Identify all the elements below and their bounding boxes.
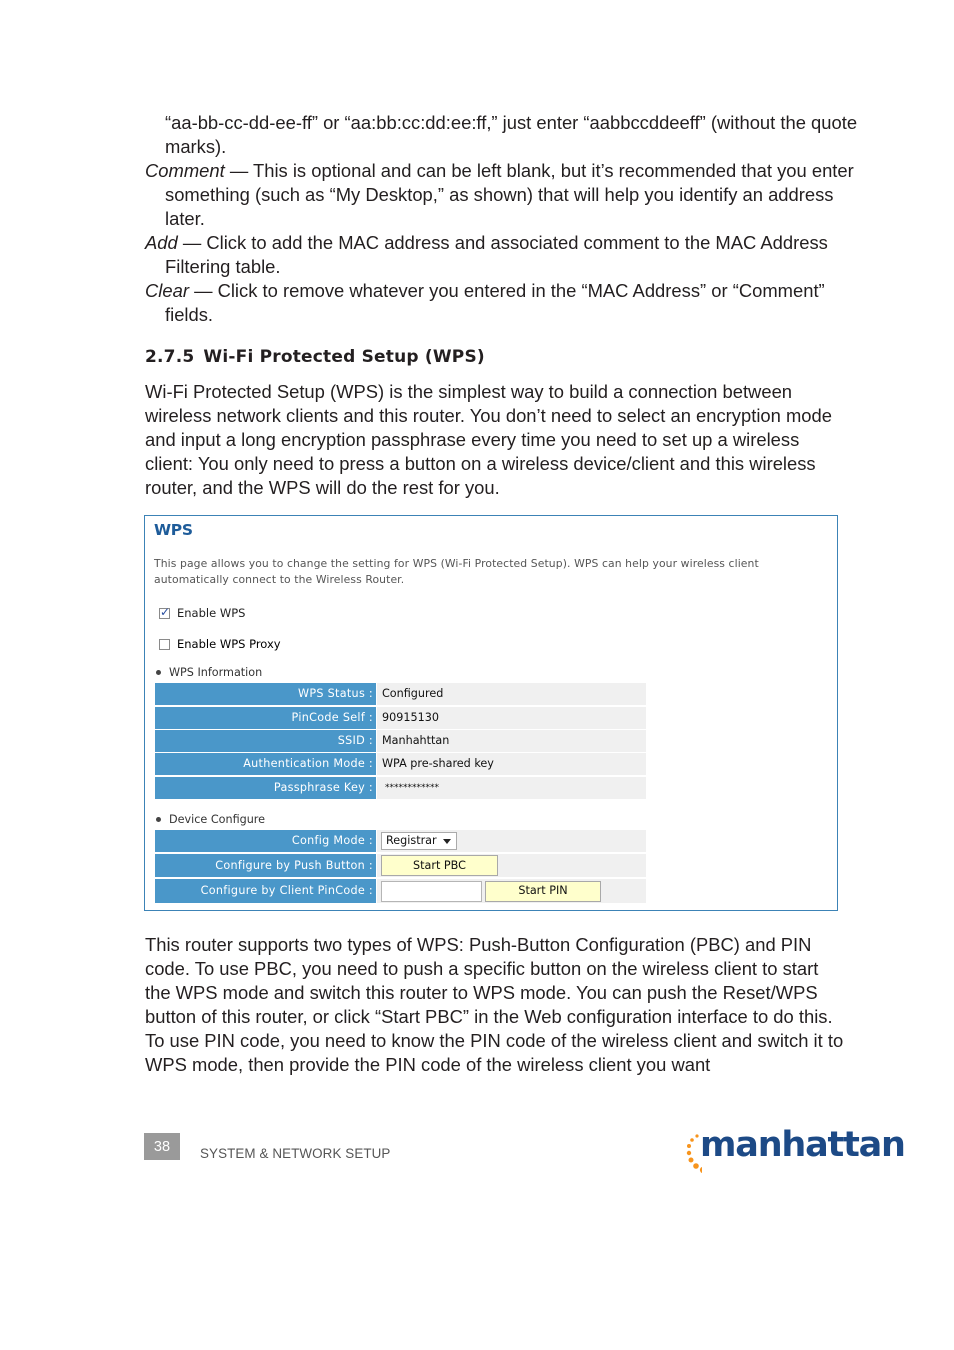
add-term: Add (145, 232, 178, 253)
footer-section-label: SYSTEM & NETWORK SETUP (200, 1146, 391, 1161)
pincode-self-label: PinCode Self : (155, 707, 376, 729)
authentication-mode-value: WPA pre-shared key (377, 753, 646, 775)
ssid-label: SSID : (155, 730, 376, 752)
enable-wps-row (159, 605, 245, 621)
client-pincode-label: Configure by Client PinCode : (155, 879, 376, 903)
section-number: 2.7.5 (145, 347, 195, 367)
passphrase-key-value: ************ (377, 777, 646, 799)
wps-status-row (155, 683, 646, 705)
wps-status-value: Configured (377, 683, 646, 705)
push-button-row (155, 854, 646, 877)
enable-wps-label: Enable WPS (177, 606, 246, 620)
enable-wps-proxy-label: Enable WPS Proxy (177, 637, 281, 651)
mac-example-text: “aa-bb-cc-dd-ee-ff” or “aa:bb:cc:dd:ee:ff,” just enter “aabbccddeeff” (without the quote marks). (165, 112, 858, 157)
wps-information-heading (156, 666, 262, 679)
section-body: This router supports two types of WPS: Push-Button Configuration (PBC) and PIN code. To use PBC, you need to push a specific button on the wireless client to start the WPS mode and switch this router to WPS mode. You can push the Reset/WPS button of this router, or click “Start PBC” in the Web configuration interface to do this. To use PIN code, you need to know the PIN code of the wireless client and switch it to WPS mode, then provide the PIN code of the wireless client you want (145, 934, 844, 1075)
section-heading (145, 345, 485, 369)
client-pincode-cell (377, 879, 646, 903)
add-text: — Click to add the MAC address and associated comment to the MAC Address Filtering table. (165, 232, 828, 277)
passphrase-key-row (155, 777, 646, 799)
config-mode-cell (377, 830, 646, 852)
comment-term: Comment (145, 160, 225, 181)
clear-description (145, 279, 865, 327)
config-mode-row (155, 830, 646, 852)
device-configure-label: Device Configure (169, 813, 266, 826)
panel-title: WPS (154, 521, 193, 539)
wps-information-label: WPS Information (169, 666, 263, 679)
comment-description (145, 159, 865, 231)
wps-settings-panel (144, 515, 838, 911)
ssid-row (155, 730, 646, 752)
config-mode-label: Config Mode : (155, 830, 376, 852)
pincode-self-value: 90915130 (377, 707, 646, 729)
add-description (145, 231, 865, 279)
authentication-mode-label: Authentication Mode : (155, 753, 376, 775)
enable-wps-checkbox[interactable] (159, 608, 170, 619)
section-intro: Wi-Fi Protected Setup (WPS) is the simplest way to build a connection between wireless network clients and this router. You don’t need to select an encryption mode and input a long encryption passphrase every time you need to set up a wireless client: You only need to press a button on a wireless device/client and this wireless router, and the WPS will do the rest for you. (145, 381, 832, 498)
config-mode-select[interactable] (381, 832, 457, 850)
client-pincode-row (155, 879, 646, 903)
wps-status-label: WPS Status : (155, 683, 376, 705)
manhattan-logo (686, 1125, 905, 1176)
enable-wps-proxy-checkbox[interactable] (159, 639, 170, 650)
section-title: Wi-Fi Protected Setup (WPS) (203, 347, 485, 367)
config-mode-value: Registrar (386, 834, 437, 847)
clear-text: — Click to remove whatever you entered in the “MAC Address” or “Comment” fields. (165, 280, 825, 325)
push-button-label: Configure by Push Button : (155, 854, 376, 877)
start-pbc-button[interactable]: Start PBC (381, 855, 498, 876)
start-pin-button[interactable]: Start PIN (485, 881, 601, 902)
ssid-value: Manhahttan (377, 730, 646, 752)
clear-term: Clear (145, 280, 189, 301)
client-pincode-input[interactable] (381, 881, 482, 902)
passphrase-key-label: Passphrase Key : (155, 777, 376, 799)
page-number: 38 (144, 1133, 180, 1160)
panel-description: This page allows you to change the setting for WPS (Wi-Fi Protected Setup). WPS can help your wireless client automatically connect to the Wireless Router. (154, 557, 759, 586)
pincode-self-row (155, 707, 646, 729)
chevron-down-icon (443, 839, 451, 844)
comment-text: — This is optional and can be left blank, but it’s recommended that you enter something (such as “My Desktop,” as shown) that will help you identify an address later. (165, 160, 854, 229)
logo-wordmark: manhattan (700, 1125, 905, 1165)
bullet-icon (156, 670, 161, 675)
push-button-cell (377, 854, 646, 877)
bullet-icon (156, 817, 161, 822)
authentication-mode-row (155, 753, 646, 775)
device-configure-heading (156, 813, 265, 826)
enable-wps-proxy-row (159, 636, 281, 652)
